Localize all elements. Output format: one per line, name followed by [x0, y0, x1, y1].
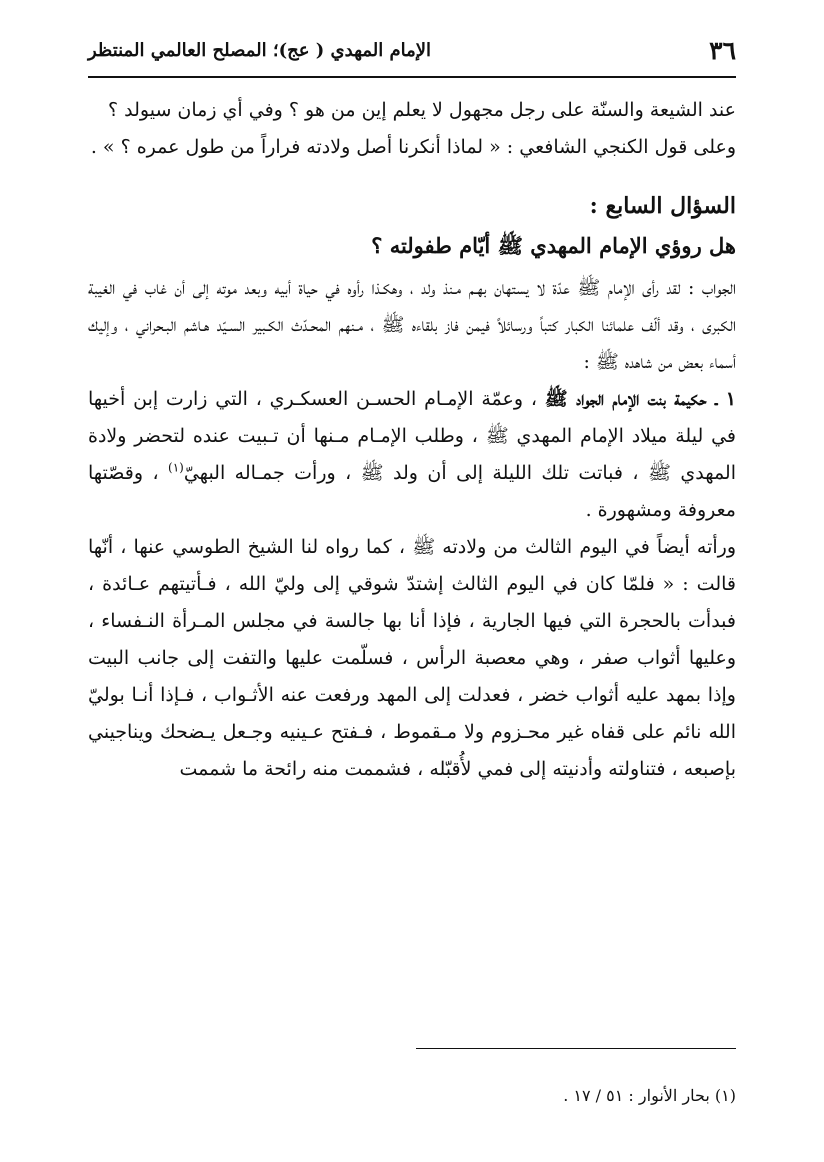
page-body	[88, 92, 736, 788]
page-number: ٣٦	[709, 35, 736, 65]
answer-paragraph: الجواب : لقد رأى الإمام ﷺ عدّة لا يستهان بهـم مـنذ ولد ، وهكـذا رأوه في حياة أبيه وبعد موته إلى أن غاب في الغيبة الكبرى ، وقد ألّف علمائنا الكبار كتباً ورسائلاً فيمن فاز بلقاءه ﷺ ، مـنهم المحـدّث الكـبير السـيّد هـاشم البـحراني ، وإليك أسماء بعض من شاهده ﷺ :	[88, 277, 736, 373]
section-question: هل روؤي الإمام المهدي ﷺ أيّام طفولته ؟	[371, 233, 736, 258]
intro-line-2: وعلى قول الكنجي الشافعي : « لماذا أنكرنا أصل ولادته فراراً من طول عمره ؟ » .	[90, 136, 736, 158]
header-rule	[88, 76, 736, 78]
intro-line-1: عند الشيعة والسنّة على رجل مجهول لا يعلم إين من هو ؟ وفي أي زمان سيولد ؟	[108, 99, 736, 121]
item-1-tail: ، وقصّتها معروفة ومشهورة .	[88, 462, 736, 521]
footnote: (١) بحار الأنوار : ٥١ / ١٧ .	[563, 1086, 736, 1105]
section-label: السؤال السابع :	[589, 193, 736, 219]
item-1-text: ، وعمّة الإمـام الحسـن العسكـري ، التي زارت إبن أخيها في ليلة ميلاد الإمام المهدي ﷺ ، وطلب الإمـام مـنها أن تـبيت عنده لتحضر ولادة المهدي ﷺ ، فباتت تلك الليلة إلى أن ولد ﷺ ، ورأت جمـاله البهيّ	[88, 388, 737, 484]
footnote-ref: (١)	[168, 460, 184, 475]
footnote-rule	[416, 1048, 736, 1049]
item-1-lead: ١ ـ حكيمة بنت الإمام الجواد ﷺ	[544, 388, 736, 410]
running-title: الإمام المهدي ( عج)؛ المصلح العالمي المنتظر	[88, 39, 432, 61]
narration-paragraph: ورأته أيضاً في اليوم الثالث من ولادته ﷺ ، كما رواه لنا الشيخ الطوسي عنها ، أنّها قالت : « فلمّا كان في اليوم الثالث إشتدّ شوقي إلى وليّ الله ، فـأتيتهم عـائدة ، فبدأت بالحجرة التي فيها الجارية ، فإذا أنا بها جالسة في مجلس المـرأة النـفساء ، وعليها أثواب صفر ، وهي معصبة الرأس ، فسلّمت عليها والتفت إلى جانب البيت وإذا بمهد عليه أثواب خضر ، فعدلت إلى المهد ورفعت عنه الأثـواب ، فـإذا أنـا بوليّ الله نائم على قفاه غير محـزوم ولا مـقموط ، فـفتح عـينيه وجـعل يـضحك ويناجيني بإصبعه ، فتناولته وأدنيته إلى فمي لأُقبّله ، فشممت منه رائحة ما شممت	[88, 536, 736, 780]
running-header	[88, 30, 736, 70]
item-1-paragraph	[88, 381, 736, 529]
